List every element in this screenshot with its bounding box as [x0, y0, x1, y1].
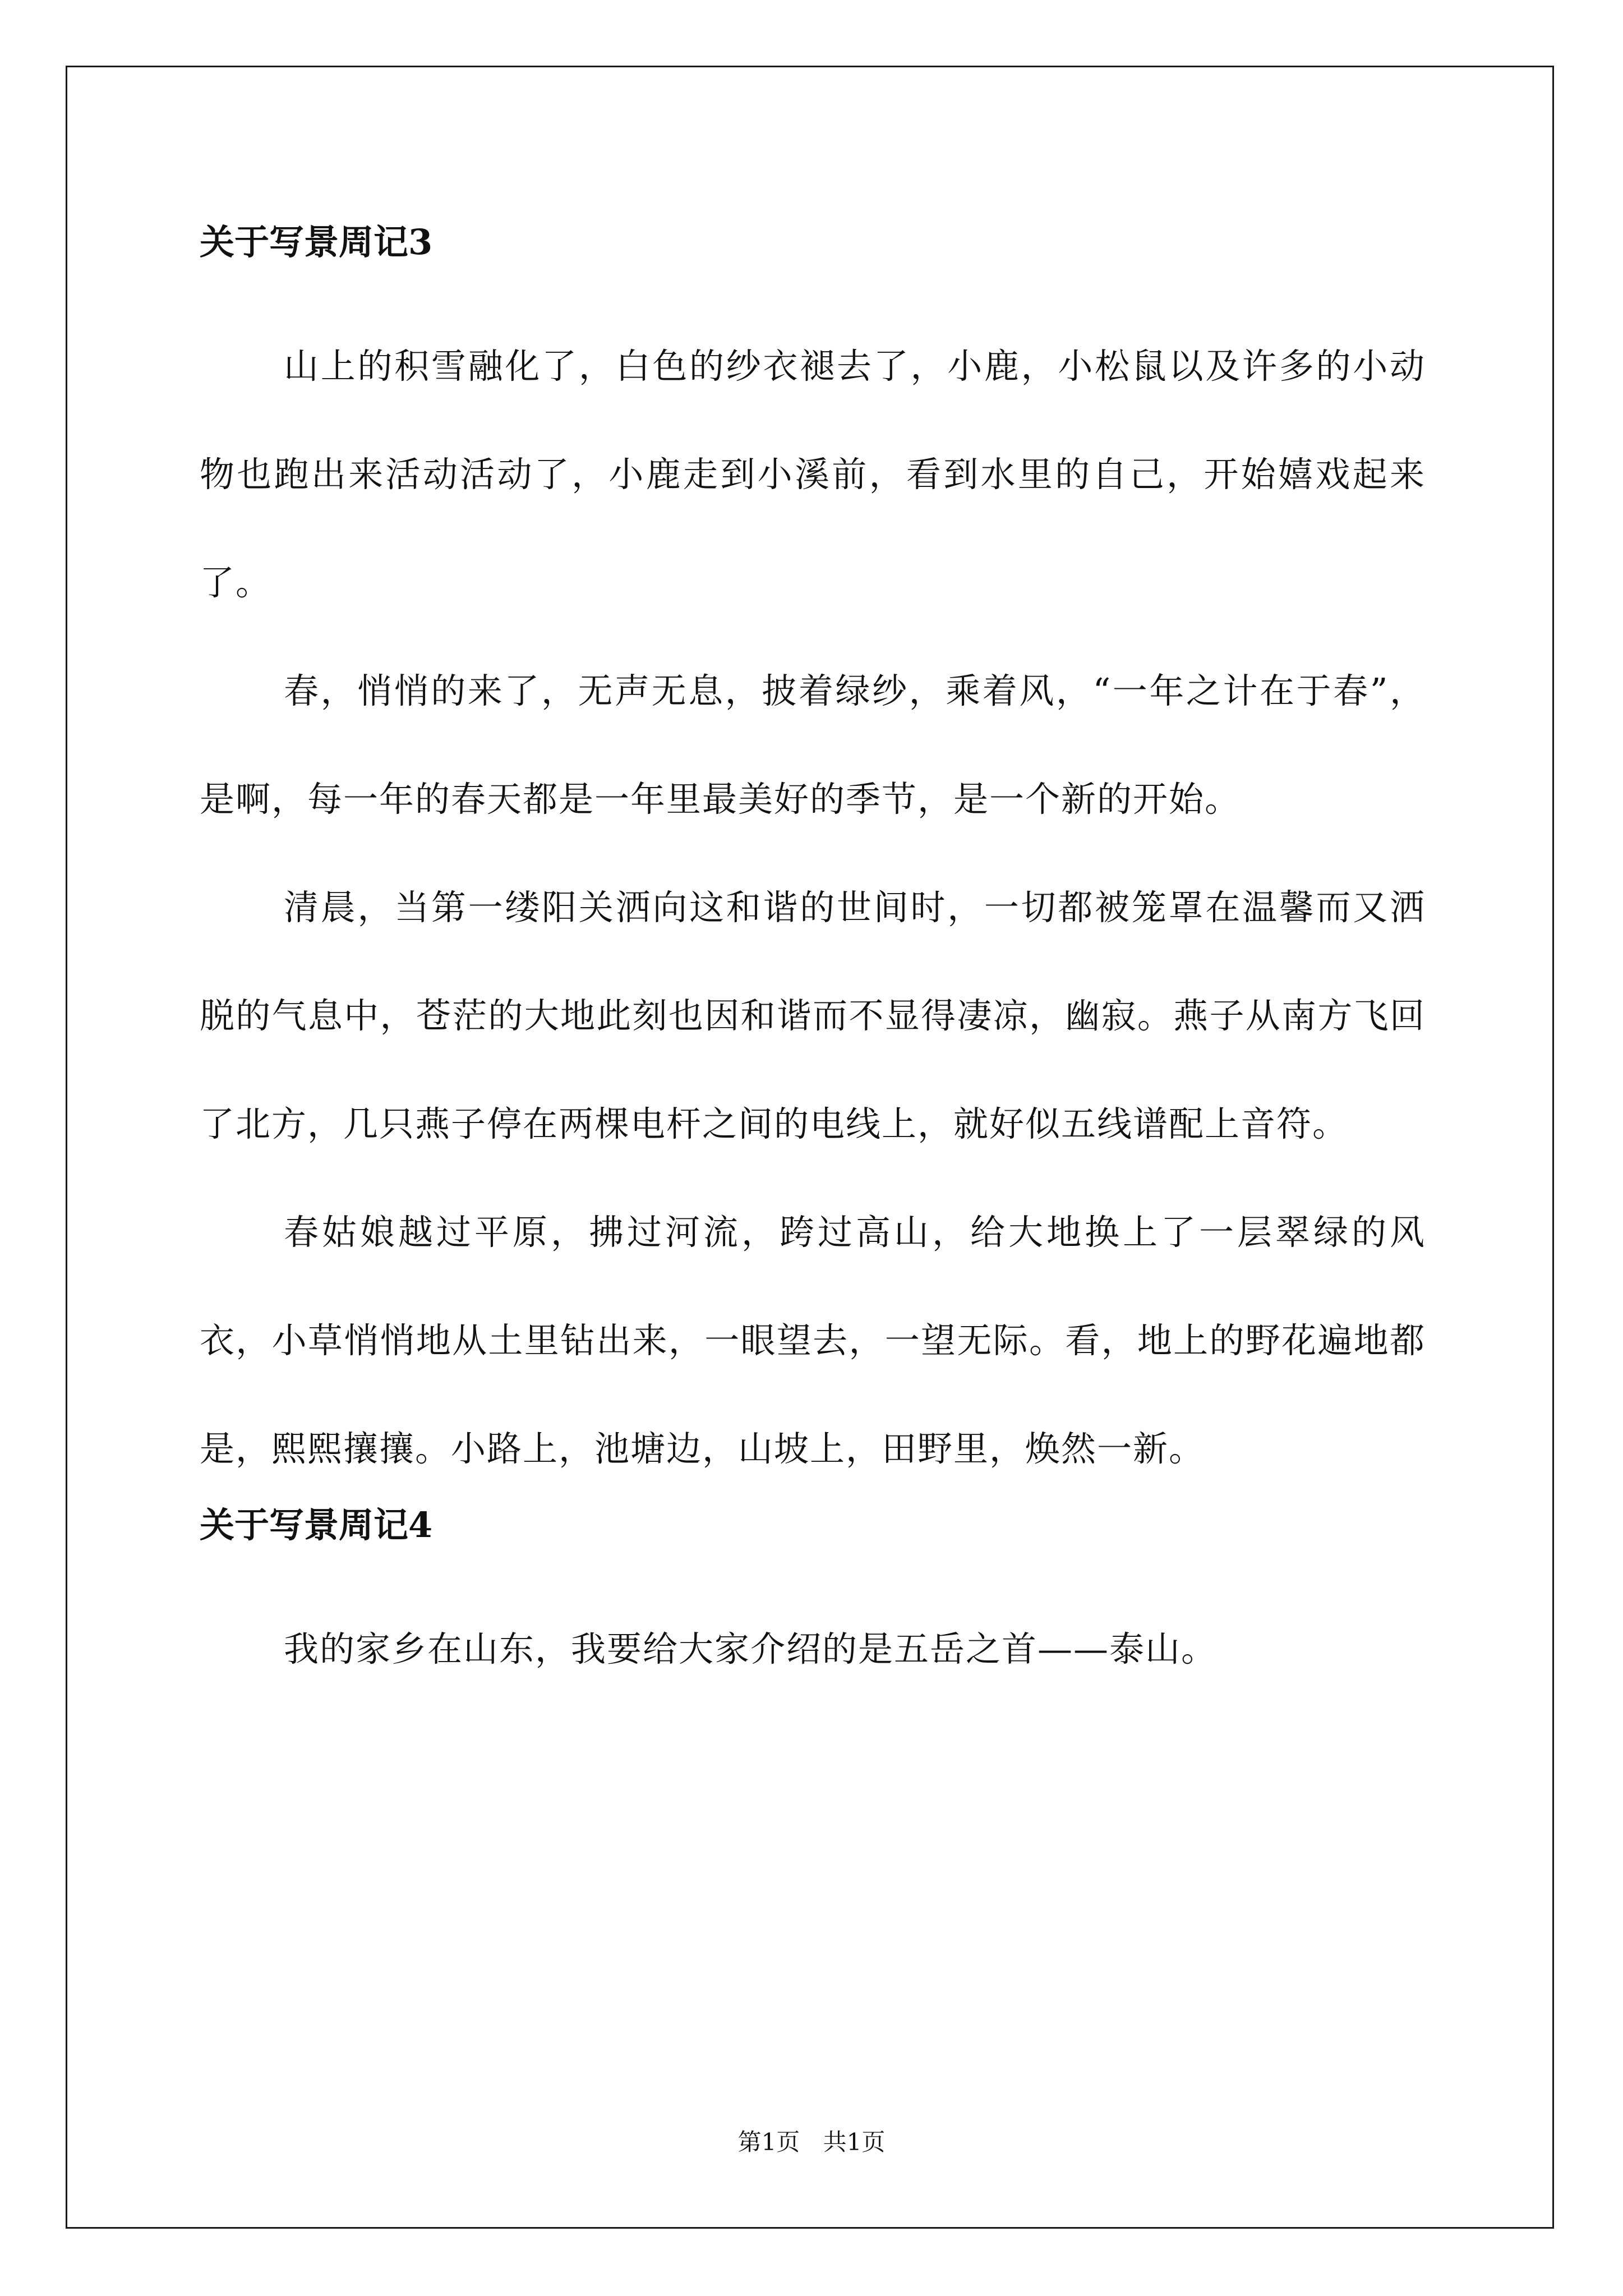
page-footer: [0, 2128, 1623, 2156]
paragraph: 山上的积雪融化了，白色的纱衣褪去了，小鹿，小松鼠以及许多的小动物也跑出来活动活动了，小鹿走到小溪前，看到水里的自己，开始嬉戏起来了。: [200, 346, 1426, 603]
document-body: [200, 220, 1426, 1703]
page-number-total: 共1页: [823, 2128, 886, 2156]
section-heading: 关于写景周记4: [200, 1504, 433, 1545]
paragraph: 春姑娘越过平原，拂过河流，跨过高山，给大地换上了一层翠绿的风衣，小草悄悄地从土里钻出来，一眼望去，一望无际。看，地上的野花遍地都是，熙熙攘攘。小路上，池塘边，山坡上，田野里，焕然一新。: [200, 1212, 1426, 1469]
paragraph: 我的家乡在山东，我要给大家介绍的是五岳之首——泰山。: [284, 1628, 1218, 1669]
paragraph: 春，悄悄的来了，无声无息，披着绿纱，乘着风，“一年之计在于春”，是啊，每一年的春天都是一年里最美好的季节，是一个新的开始。: [200, 670, 1426, 820]
paragraph: 清晨，当第一缕阳关洒向这和谐的世间时，一切都被笼罩在温馨而又洒脱的气息中，苍茫的大地此刻也因和谐而不显得凄凉，幽寂。燕子从南方飞回了北方，几只燕子停在两棵电杆之间的电线上，就好似五线谱配上音符。: [200, 887, 1426, 1144]
page-number-current: 第1页: [737, 2128, 800, 2156]
section-heading: 关于写景周记3: [200, 222, 433, 263]
